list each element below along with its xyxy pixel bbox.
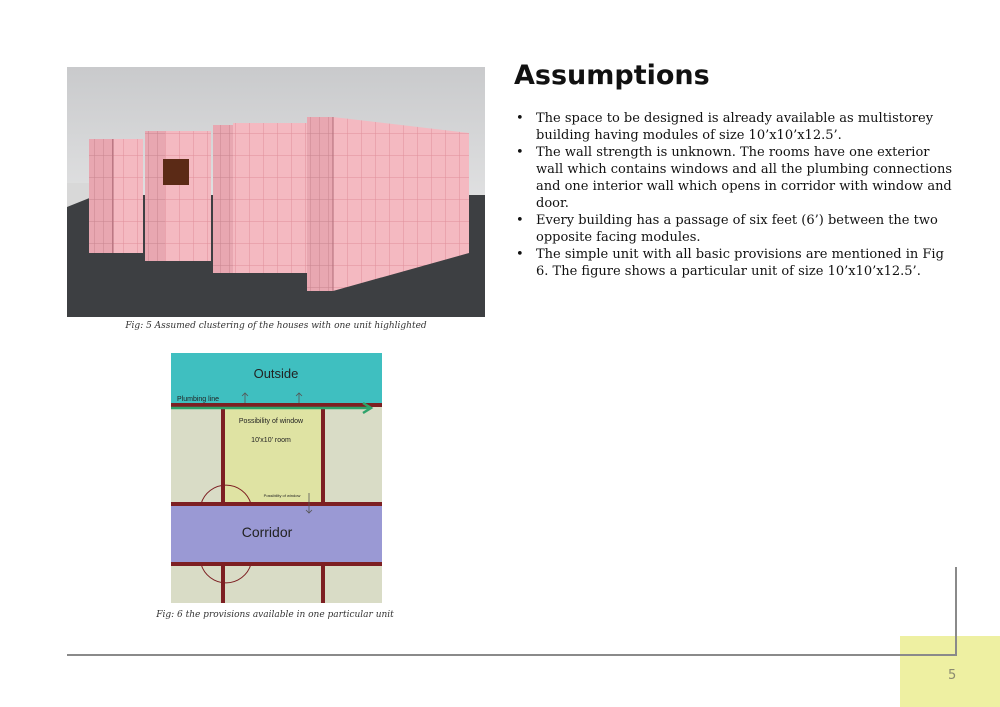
list-item <box>514 110 959 144</box>
footer-vertical-rule <box>955 567 957 655</box>
outside-label: Outside <box>253 366 299 381</box>
list-item-text: The simple unit with all basic provisions are mentioned in Fig 6. The figure shows a particular unit of size 10’x10’x12.5’. <box>536 247 944 279</box>
list-item <box>514 246 959 280</box>
bullet-icon: • <box>516 145 524 160</box>
section-heading: Assumptions <box>514 60 710 91</box>
list-item <box>514 144 959 212</box>
room-label: 10'x10' room <box>251 437 291 444</box>
figure-5-image <box>67 67 485 317</box>
list-item-text: The space to be designed is already available as multistorey building having modules of size 10’x10’x12.5’. <box>536 111 934 143</box>
list-item-text: The wall strength is unknown. The rooms have one exterior wall which contains windows and all the plumbing connections and one interior wall which opens in corridor with window and door. <box>536 145 953 211</box>
figure-5-caption: Fig: 5 Assumed clustering of the houses with one unit highlighted <box>125 321 427 331</box>
cluster-render <box>67 67 485 317</box>
page-number: 5 <box>948 668 957 683</box>
footer-horizontal-rule <box>67 654 957 656</box>
building-block-3 <box>213 123 307 273</box>
bullet-icon: • <box>516 247 524 262</box>
bullet-icon: • <box>516 111 524 126</box>
assumption-list <box>514 110 959 280</box>
building-block-2 <box>145 131 211 261</box>
window-label-bottom: Possibility of window <box>263 493 301 498</box>
plumbing-label: Plumbing line <box>177 396 220 403</box>
figure-6-caption: Fig: 6 the provisions available in one particular unit <box>156 610 394 620</box>
highlighted-unit <box>163 159 189 185</box>
list-item-text: Every building has a passage of six feet (6’) between the two opposite facing modules. <box>536 213 938 245</box>
bullet-icon: • <box>516 213 524 228</box>
figure-6-diagram <box>171 353 382 603</box>
window-label-top: Possibility of window <box>238 418 304 425</box>
building-block-1 <box>89 139 143 253</box>
unit-plan <box>171 353 382 603</box>
list-item <box>514 212 959 246</box>
corridor-label: Corridor <box>241 524 293 540</box>
